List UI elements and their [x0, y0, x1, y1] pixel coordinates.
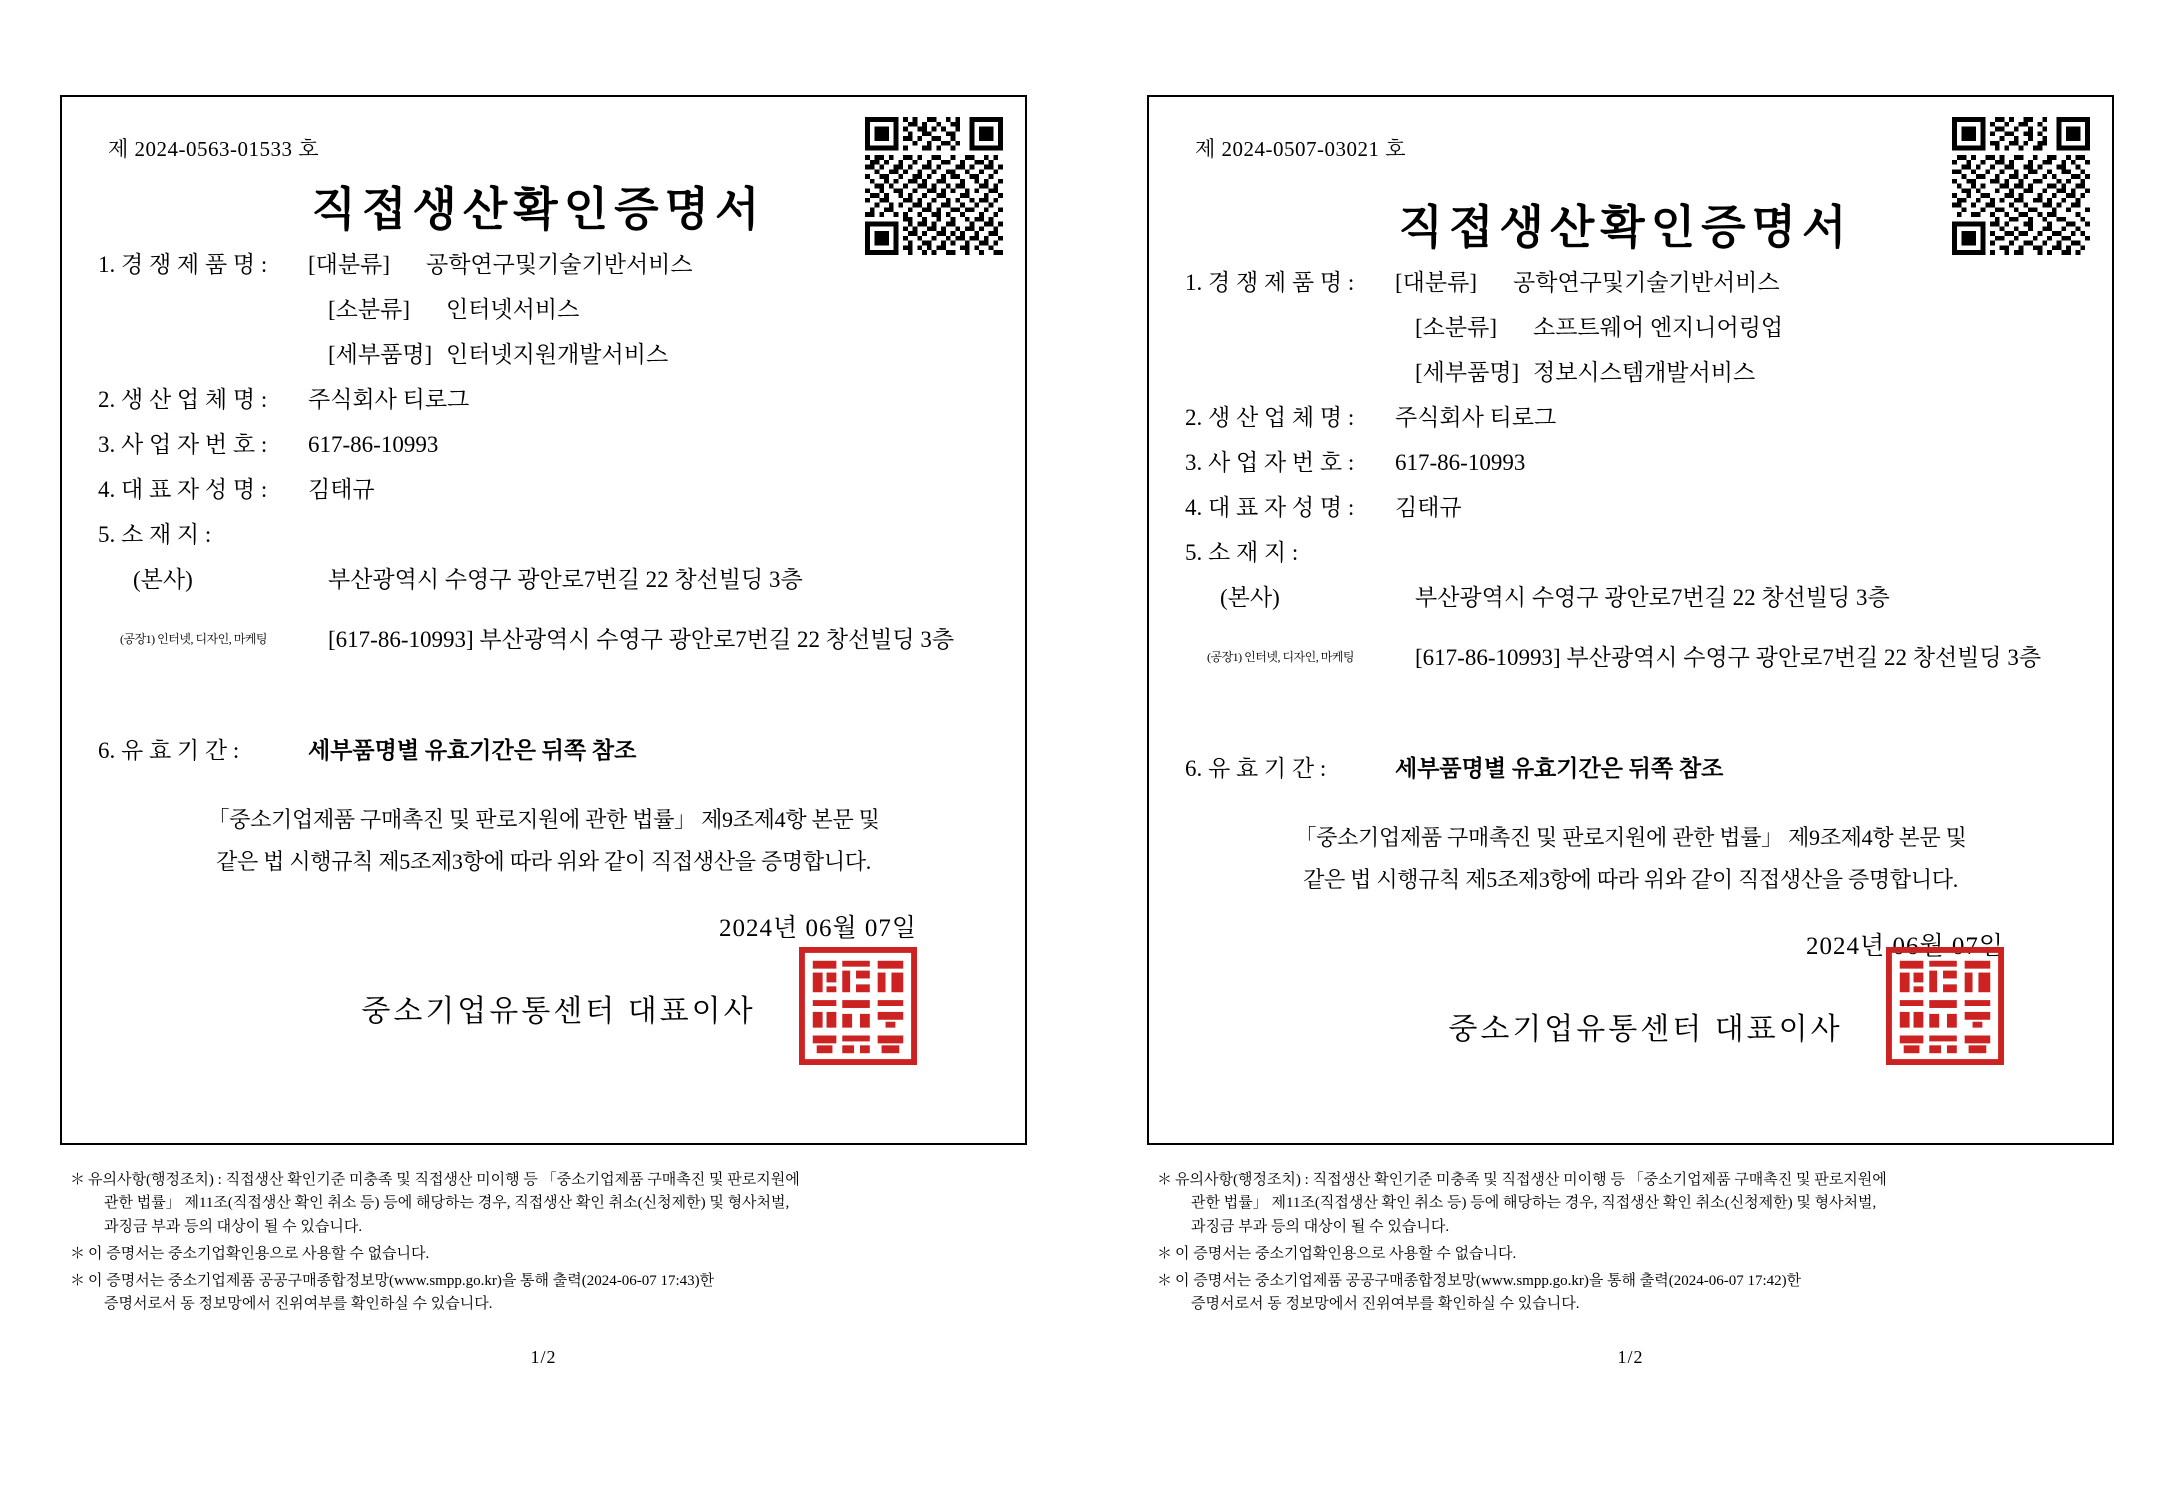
field-company	[1185, 402, 2076, 433]
field-head-office-label: (본사)	[1220, 585, 1280, 611]
certificate-title: 직접생산확인증명서	[311, 184, 766, 235]
law-text-line-2: 같은 법 시행규칙 제5조제3항에 따라 위와 같이 직접생산을 증명합니다.	[1303, 866, 1958, 892]
field-detail-category-value: 정보시스템개발서비스	[1533, 360, 1756, 386]
official-seal-icon	[1886, 947, 2004, 1065]
note-line: 유의사항(행정조치) : 직접생산 확인기준 미충족 및 직접생산 미이행 등 「중소기업제품 구매촉진 및 판로지원에	[1175, 1172, 1887, 1188]
field-business-number-value: 617-86-10993	[308, 432, 439, 458]
field-minor-category-label: [소분류]	[1415, 315, 1497, 341]
field-major-category-value: 공학연구및기술기반서비스	[1513, 270, 1780, 295]
field-location	[1185, 537, 2076, 568]
field-product-name	[1185, 267, 2076, 298]
bullet-star-icon: ＊	[70, 1273, 86, 1289]
field-business-number-value: 617-86-10993	[1395, 450, 1526, 476]
bullet-star-icon: ＊	[70, 1172, 86, 1188]
note-line: 이 증명서는 중소기업확인용으로 사용할 수 없습니다.	[1175, 1245, 1517, 1262]
field-validity	[1185, 750, 2076, 783]
note-line: 관한 법률」 제11조(직접생산 확인 취소 등) 등에 해당하는 경우, 직접생산 확인 취소(신청제한) 및 형사처벌,	[1191, 1195, 1877, 1212]
footer-notes	[1147, 1169, 2114, 1317]
law-text	[1185, 817, 2076, 901]
field-minor-category	[98, 294, 989, 325]
field-detail-category	[98, 339, 989, 370]
field-head-office	[98, 564, 989, 595]
issue-date: 2024년 06월 07일	[1806, 933, 2004, 961]
field-minor-category	[1185, 312, 2076, 343]
qr-code-icon	[1952, 117, 2090, 255]
document-number: 제 2024-0563-01533 호	[108, 137, 320, 161]
field-factory	[98, 623, 989, 656]
field-ceo	[98, 474, 989, 505]
page-number: 1/2	[1617, 1346, 1644, 1367]
certificate-title: 직접생산확인증명서	[1398, 202, 1853, 253]
field-validity-value: 세부품명별 유효기간은 뒤쪽 참조	[1395, 755, 1724, 781]
law-text-line-1: 「중소기업제품 구매촉진 및 판로지원에 관한 법률」 제9조제4항 본문 및	[207, 806, 880, 832]
note-line: 유의사항(행정조치) : 직접생산 확인기준 미충족 및 직접생산 미이행 등 「중소기업제품 구매촉진 및 판로지원에	[88, 1172, 800, 1188]
field-label-location: 5. 소 재 지 :	[98, 522, 212, 548]
bullet-star-icon: ＊	[70, 1245, 86, 1262]
field-minor-category-label: [소분류]	[328, 297, 410, 323]
note-line: 이 증명서는 중소기업제품 공공구매종합정보망(www.smpp.go.kr)을 통해 출력(2024-06-07 17:43)한	[88, 1273, 715, 1289]
law-text-line-1: 「중소기업제품 구매촉진 및 판로지원에 관한 법률」 제9조제4항 본문 및	[1294, 824, 1967, 850]
field-detail-category-label: [세부품명]	[1415, 360, 1520, 386]
field-company	[98, 384, 989, 415]
field-label-business-number: 3. 사 업 자 번 호 :	[98, 432, 268, 458]
field-head-office-label: (본사)	[133, 567, 193, 593]
field-detail-category	[1185, 357, 2076, 388]
note-item	[1157, 1169, 2104, 1239]
field-label-validity: 6. 유 효 기 간 :	[1185, 755, 1327, 781]
field-label-ceo: 4. 대 표 자 성 명 :	[98, 477, 268, 503]
field-ceo	[1185, 492, 2076, 523]
field-head-office-value: 부산광역시 수영구 광안로7번길 22 창선빌딩 3층	[1415, 585, 1890, 611]
field-validity-value: 세부품명별 유효기간은 뒤쪽 참조	[308, 737, 637, 763]
note-item	[70, 1243, 1017, 1266]
note-line: 증명서로서 동 정보망에서 진위여부를 확인하실 수 있습니다.	[1191, 1296, 1580, 1313]
note-line: 이 증명서는 중소기업확인용으로 사용할 수 없습니다.	[88, 1245, 430, 1262]
field-head-office-value: 부산광역시 수영구 광안로7번길 22 창선빌딩 3층	[328, 567, 803, 593]
field-detail-category-value: 인터넷지원개발서비스	[446, 342, 669, 368]
field-factory-label: (공장1) 인터넷, 디자인, 마케팅	[120, 632, 268, 647]
issue-date: 2024년 06월 07일	[719, 915, 917, 943]
footer-notes	[60, 1169, 1027, 1317]
certificate-right	[1087, 0, 2174, 1505]
field-label-location: 5. 소 재 지 :	[1185, 540, 1299, 566]
certificate-border-box	[60, 95, 1027, 1145]
issuer-name: 중소기업유통센터 대표이사	[361, 995, 756, 1029]
field-detail-category-label: [세부품명]	[328, 342, 433, 368]
bullet-star-icon: ＊	[1157, 1172, 1173, 1188]
field-ceo-value: 김태규	[308, 477, 375, 503]
issuer-name: 중소기업유통센터 대표이사	[1448, 1013, 1843, 1047]
note-line: 관한 법률」 제11조(직접생산 확인 취소 등) 등에 해당하는 경우, 직접생산 확인 취소(신청제한) 및 형사처벌,	[104, 1195, 790, 1212]
field-business-number	[98, 429, 989, 460]
note-item	[70, 1270, 1017, 1317]
field-business-number	[1185, 447, 2076, 478]
note-item	[1157, 1270, 2104, 1317]
field-label-company: 2. 생 산 업 체 명 :	[98, 387, 268, 413]
field-factory-value: [617-86-10993] 부산광역시 수영구 광안로7번길 22 창선빌딩 3층	[1415, 645, 2042, 671]
official-seal-icon	[799, 947, 917, 1065]
law-text	[98, 799, 989, 883]
certificate-border-box	[1147, 95, 2114, 1145]
field-location	[98, 519, 989, 550]
note-line: 증명서로서 동 정보망에서 진위여부를 확인하실 수 있습니다.	[104, 1296, 493, 1313]
bullet-star-icon: ＊	[1157, 1245, 1173, 1262]
field-validity	[98, 732, 989, 765]
bullet-star-icon: ＊	[1157, 1273, 1173, 1289]
field-label-company: 2. 생 산 업 체 명 :	[1185, 405, 1355, 431]
note-line: 과징금 부과 등의 대상이 될 수 있습니다.	[104, 1218, 363, 1235]
qr-code-icon	[865, 117, 1003, 255]
field-label-product: 1. 경 쟁 제 품 명 :	[98, 252, 268, 277]
field-label-product: 1. 경 쟁 제 품 명 :	[1185, 270, 1355, 295]
field-minor-category-value: 인터넷서비스	[446, 297, 580, 323]
field-major-category-label: [대분류]	[308, 252, 390, 277]
field-head-office	[1185, 582, 2076, 613]
field-product-name	[98, 249, 989, 280]
field-major-category-label: [대분류]	[1395, 270, 1477, 295]
field-factory	[1185, 641, 2076, 674]
document-number: 제 2024-0507-03021 호	[1195, 137, 1407, 161]
note-item	[70, 1169, 1017, 1239]
note-line: 이 증명서는 중소기업제품 공공구매종합정보망(www.smpp.go.kr)을 통해 출력(2024-06-07 17:42)한	[1175, 1273, 1802, 1289]
field-label-business-number: 3. 사 업 자 번 호 :	[1185, 450, 1355, 476]
law-text-line-2: 같은 법 시행규칙 제5조제3항에 따라 위와 같이 직접생산을 증명합니다.	[216, 848, 871, 874]
field-factory-label: (공장1) 인터넷, 디자인, 마케팅	[1207, 650, 1355, 665]
field-factory-value: [617-86-10993] 부산광역시 수영구 광안로7번길 22 창선빌딩 3층	[328, 627, 955, 653]
field-company-value: 주식회사 티로그	[308, 387, 470, 413]
field-company-value: 주식회사 티로그	[1395, 405, 1557, 431]
field-label-ceo: 4. 대 표 자 성 명 :	[1185, 495, 1355, 521]
note-item	[1157, 1243, 2104, 1266]
field-ceo-value: 김태규	[1395, 495, 1462, 521]
note-line: 과징금 부과 등의 대상이 될 수 있습니다.	[1191, 1218, 1450, 1235]
field-major-category-value: 공학연구및기술기반서비스	[426, 252, 693, 277]
field-minor-category-value: 소프트웨어 엔지니어링업	[1533, 315, 1784, 341]
field-label-validity: 6. 유 효 기 간 :	[98, 737, 240, 763]
page-number: 1/2	[530, 1346, 557, 1367]
